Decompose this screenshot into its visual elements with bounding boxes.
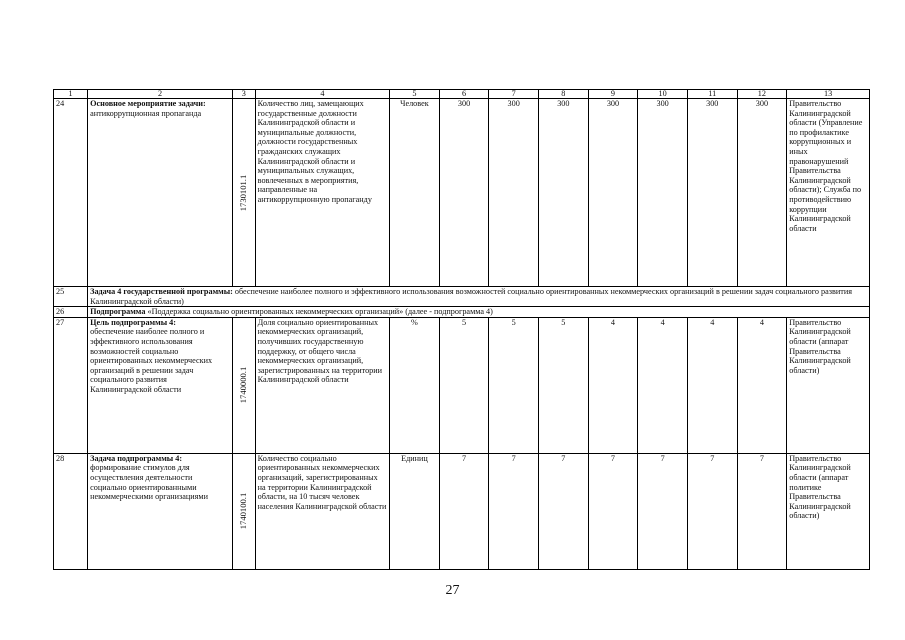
value-cell: 7 bbox=[638, 453, 688, 569]
value-cell: 7 bbox=[539, 453, 589, 569]
col-header-13: 13 bbox=[787, 90, 870, 99]
responsible-cell: Правительство Калининградской области (аппарат политике Правительства Калининградской области) bbox=[787, 453, 870, 569]
col-header-8: 8 bbox=[539, 90, 589, 99]
value-cell: 4 bbox=[737, 317, 787, 453]
subprogram-heading-title: Подпрограмма bbox=[90, 307, 146, 317]
table-row-28 bbox=[54, 453, 870, 569]
measure-title: Цель подпрограммы 4: bbox=[90, 317, 176, 327]
value-cell: 7 bbox=[687, 453, 737, 569]
measure-description: обеспечение наиболее полного и эффективного использования возможностей социально ориентированных некоммерческих организаций в решении задач социального развития Калининградской области bbox=[90, 327, 213, 394]
unit-cell: Единиц bbox=[390, 453, 440, 569]
program-indicators-table bbox=[53, 89, 870, 570]
measure-description: формирование стимулов для осуществления деятельности социально ориентированными некоммерческими организациями bbox=[90, 463, 208, 502]
code-cell bbox=[232, 317, 255, 453]
code-cell bbox=[232, 99, 255, 287]
unit-cell: Человек bbox=[390, 99, 440, 287]
column-number-row bbox=[54, 90, 870, 99]
indicator-cell: Количество лиц, замещающих государственные должности Калининградской области и муниципальные должности, должности государственных гражданских служащих Калининградской области и муниципальных служащих, вовлеченных в мероприятия, направленные на антикоррупционную пропаганду bbox=[255, 99, 389, 287]
indicator-cell: Количество социально ориентированных некоммерческих организаций, зарегистрированных на территории Калининградской области, на 10 тысяч человек населения Калининградской области bbox=[255, 453, 389, 569]
measure-name-cell bbox=[88, 453, 233, 569]
value-cell: 5 bbox=[539, 317, 589, 453]
col-header-7: 7 bbox=[489, 90, 539, 99]
value-cell: 5 bbox=[439, 317, 489, 453]
budget-code: 1740100.1 bbox=[237, 493, 248, 530]
col-header-12: 12 bbox=[737, 90, 787, 99]
measure-name-cell bbox=[88, 317, 233, 453]
row-number: 26 bbox=[54, 307, 88, 318]
responsible-cell: Правительство Калининградской области (аппарат Правительства Калининградской области) bbox=[787, 317, 870, 453]
value-cell: 4 bbox=[588, 317, 638, 453]
budget-code: 1730101.1 bbox=[237, 174, 248, 211]
value-cell: 7 bbox=[439, 453, 489, 569]
value-cell: 300 bbox=[588, 99, 638, 287]
value-cell: 7 bbox=[489, 453, 539, 569]
table-row-27 bbox=[54, 317, 870, 453]
responsible-cell: Правительство Калининградской области (Управление по профилактике коррупционных и иных правонарушений Правительства Калининградской области); Служба по противодействию коррупции Калининградской области bbox=[787, 99, 870, 287]
value-cell: 300 bbox=[539, 99, 589, 287]
measure-description: антикоррупционная пропаганда bbox=[90, 108, 202, 118]
value-cell: 300 bbox=[638, 99, 688, 287]
value-cell: 300 bbox=[489, 99, 539, 287]
subprogram-heading-text: «Поддержка социально ориентированных некоммерческих организаций» (далее - подпрограмма 4) bbox=[145, 307, 493, 317]
measure-name-cell bbox=[88, 99, 233, 287]
subprogram-heading-cell bbox=[88, 307, 870, 318]
table-row-25 bbox=[54, 287, 870, 307]
budget-code: 1740000.1 bbox=[237, 367, 248, 404]
row-number: 27 bbox=[54, 317, 88, 453]
value-cell: 300 bbox=[439, 99, 489, 287]
col-header-10: 10 bbox=[638, 90, 688, 99]
code-cell bbox=[232, 453, 255, 569]
col-header-3: 3 bbox=[232, 90, 255, 99]
col-header-5: 5 bbox=[390, 90, 440, 99]
row-number: 28 bbox=[54, 453, 88, 569]
indicator-cell: Доля социально ориентированных некоммерческих организаций, получивших государственную поддержку, от общего числа некоммерческих организаций, зарегистрированных на территории Калининградской области bbox=[255, 317, 389, 453]
col-header-4: 4 bbox=[255, 90, 389, 99]
page-number: 27 bbox=[445, 583, 460, 598]
table-row-24 bbox=[54, 99, 870, 287]
col-header-9: 9 bbox=[588, 90, 638, 99]
value-cell: 7 bbox=[737, 453, 787, 569]
value-cell: 5 bbox=[489, 317, 539, 453]
task-heading-text: обеспечение наиболее полного и эффективного использования возможностей социально ориентированных некоммерческих организаций в решении задач социального развития Калининградской области) bbox=[90, 287, 852, 306]
row-number: 24 bbox=[54, 99, 88, 287]
measure-title: Основное мероприятие задачи: bbox=[90, 99, 206, 108]
value-cell: 4 bbox=[687, 317, 737, 453]
value-cell: 300 bbox=[687, 99, 737, 287]
table-row-26 bbox=[54, 307, 870, 318]
col-header-1: 1 bbox=[54, 90, 88, 99]
value-cell: 7 bbox=[588, 453, 638, 569]
unit-cell: % bbox=[390, 317, 440, 453]
task-heading-cell bbox=[88, 287, 870, 307]
measure-title: Задача подпрограммы 4: bbox=[90, 453, 183, 463]
task-heading-title: Задача 4 государственной программы: bbox=[90, 287, 233, 296]
value-cell: 4 bbox=[638, 317, 688, 453]
row-number: 25 bbox=[54, 287, 88, 307]
col-header-2: 2 bbox=[88, 90, 233, 99]
value-cell: 300 bbox=[737, 99, 787, 287]
col-header-6: 6 bbox=[439, 90, 489, 99]
col-header-11: 11 bbox=[687, 90, 737, 99]
